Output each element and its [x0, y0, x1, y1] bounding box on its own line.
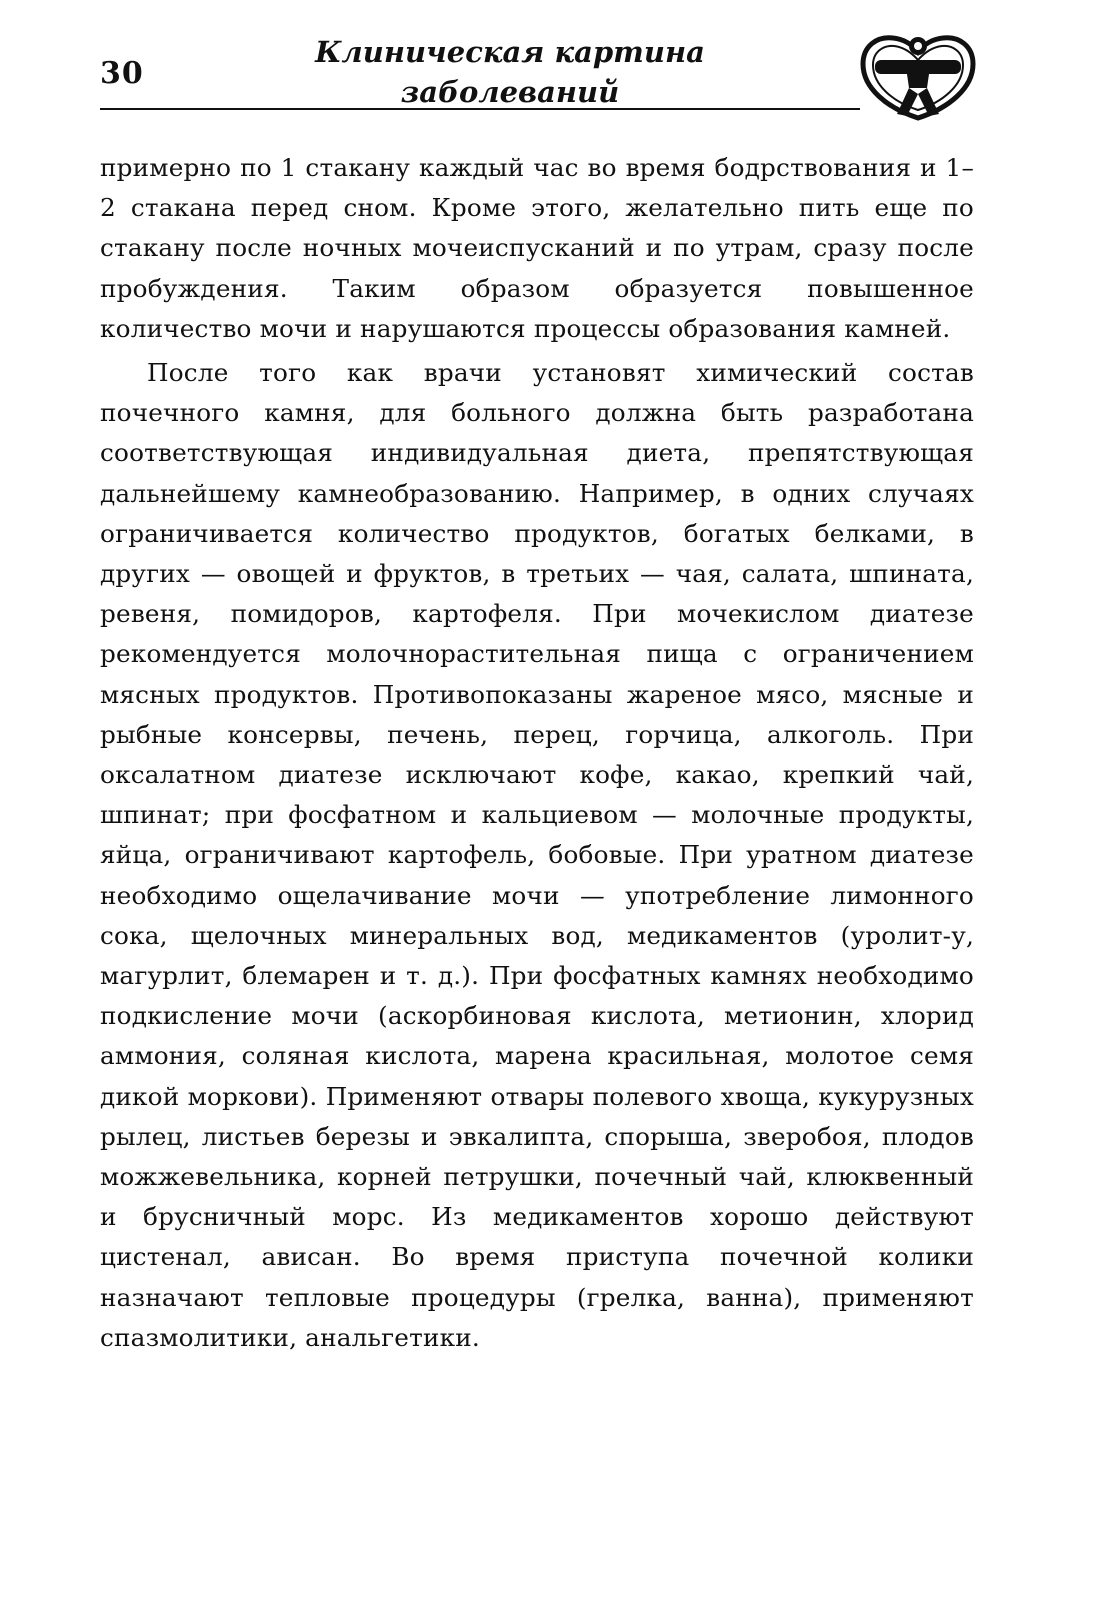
page-number: 30	[100, 56, 144, 91]
running-title-line-2: заболеваний	[400, 75, 620, 109]
page-header	[100, 28, 990, 118]
running-title	[310, 32, 710, 112]
body-text	[100, 148, 974, 1358]
header-rule	[100, 108, 860, 110]
paragraph-2: После того как врачи установят химический состав почечного камня, для больного должна быть разработана соответствующая индивидуальная диета, препятствующая дальнейшему камнеобразованию. Например, в одних случаях ограничивается количество продуктов, богатых белками, в других — овощей и фруктов, в третьих — чая, салата, шпината, ревеня, помидоров, картофеля. При мочекислом диатезе рекомендуется молочнорастительная пища с ограничением мясных продуктов. Противопоказаны жареное мясо, мясные и рыбные консервы, печень, перец, горчица, алкоголь. При оксалатном диатезе исключают кофе, какао, крепкий чай, шпинат; при фосфатном и кальциевом — молочные продукты, яйца, ограничивают картофель, бобовые. При уратном диатезе необходимо ощелачивание мочи — употребление лимонного сока, щелочных минеральных вод, медикаментов (уролит-у, магурлит, блемарен и т. д.). При фосфатных камнях необходимо подкисление мочи (аскорбиновая кислота, метионин, хлорид аммония, соляная кислота, марена красильная, молотое семя дикой моркови). Применяют отвары полевого хвоща, кукурузных рылец, листьев березы и эвкалипта, спорыша, зверобоя, плодов можжевельника, корней петрушки, почечный чай, клюквенный и брусничный морс. Из медикаментов хорошо действуют цистенал, ависан. Во время приступа почечной колики назначают тепловые процедуры (грелка, ванна), применяют спазмолитики, анальгетики.	[100, 358, 974, 1352]
person-in-circle-logo-icon	[857, 30, 979, 122]
paragraph-1: примерно по 1 стакану каждый час во время бодрствования и 1–2 стакана перед сном. Кроме этого, желательно пить еще по стакану после ночных мочеиспусканий и по утрам, сразу после пробуждения. Таким образом образуется повышенное количество мочи и нарушаются процессы образования камней.	[100, 153, 974, 343]
running-title-line-1: Клиническая картина	[315, 35, 705, 69]
